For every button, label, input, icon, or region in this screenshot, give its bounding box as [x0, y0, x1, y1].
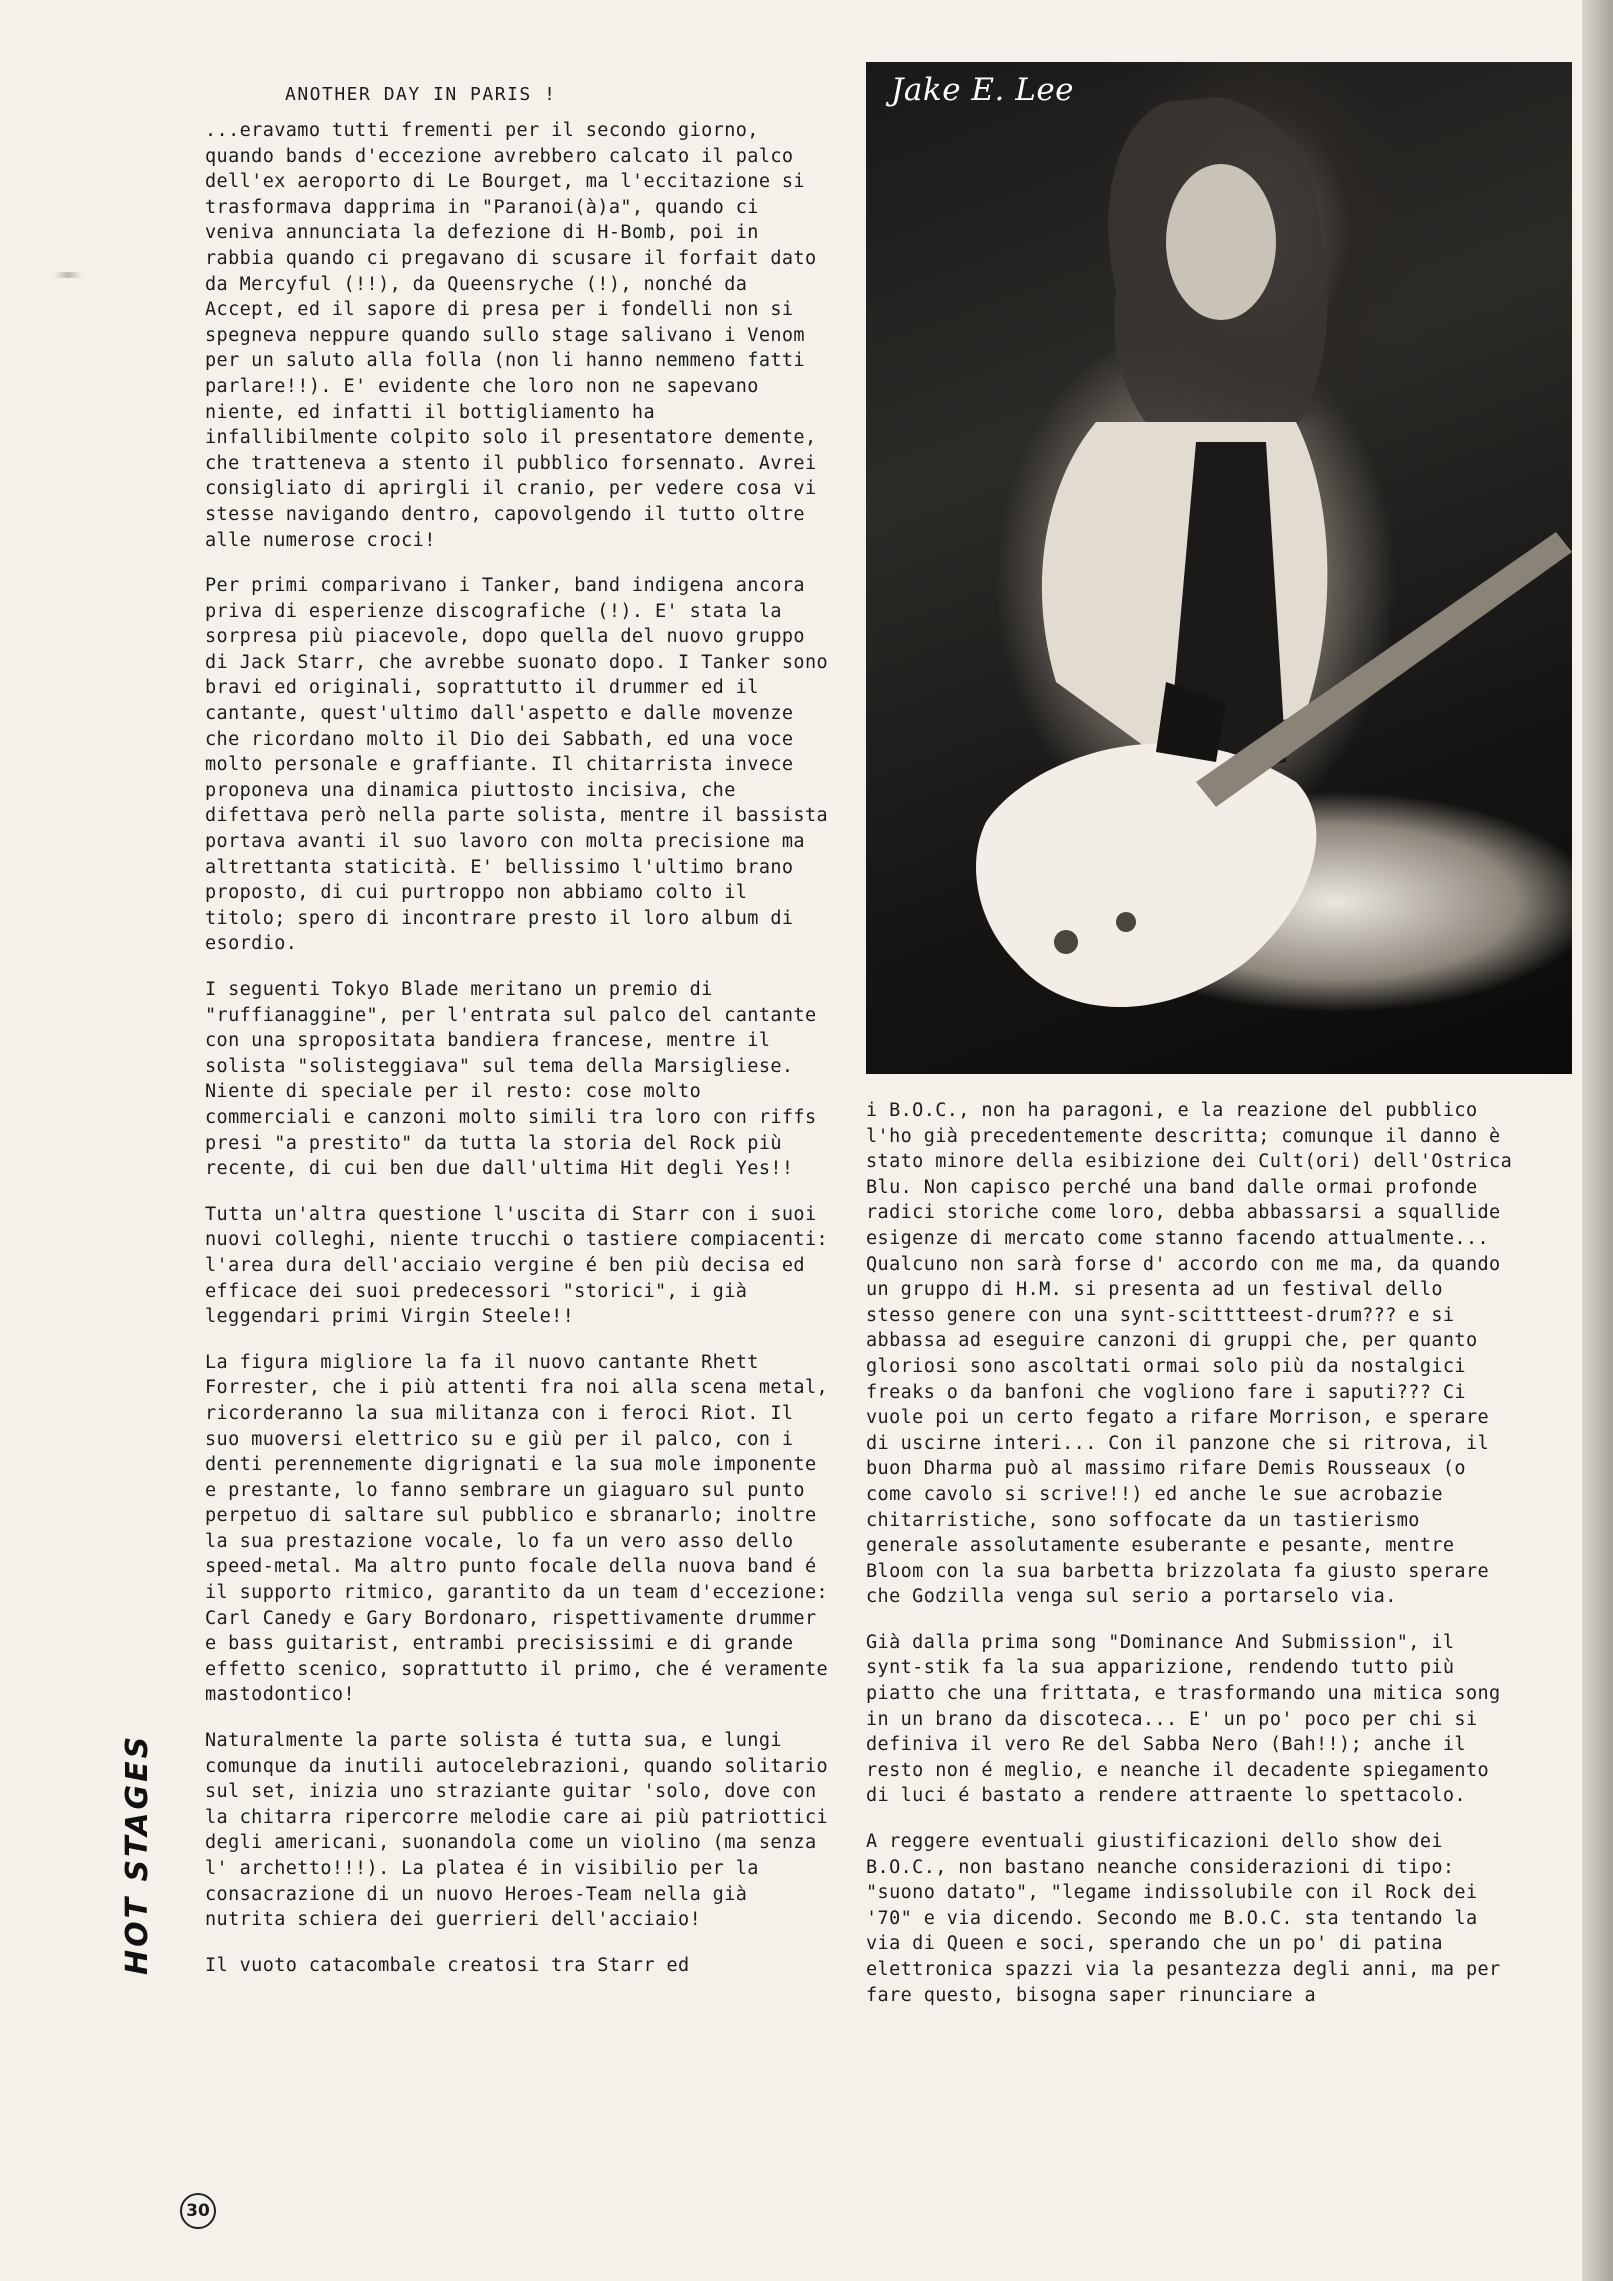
paragraph: ...eravamo tutti frementi per il secondo giorno, quando bands d'eccezione avrebbero calcato il palco dell'ex aeroporto di Le Bourget, ma l'eccitazione si trasformava dapprima in "Paranoi(à)a", quando ci veniva annunciata la defezione di H-Bomb, poi in rabbia quando ci pregavano di scusare il forfait dato da Mercyful (!!), da Queensryche (!), nonché da Accept, ed il sapore di presa per i fondelli non si spegneva neppure quando sullo stage salivano i Venom per un saluto alla folla (non li hanno nemmeno fatti parlare!!). E' evidente che loro non ne sapevano niente, ed infatti il bottigliamento ha infallibilmente colpito solo il presentatore demente, che tratteneva a stento il pubblico forsennato. Avrei consigliato di aprirgli il cranio, per vedere cosa vi stesse navigando dentro, capovolgendo il tutto oltre alle numerose croci!	[205, 120, 817, 551]
paragraph: I seguenti Tokyo Blade meritano un premio di "ruffianaggine", per l'entrata sul palco del cantante con una spropositata bandiera francese, mentre il solista "solisteggiava" sul tema della Marsigliese. Niente di speciale per il resto: cose molto commerciali e canzoni molto simili tra loro con riffs presi "a prestito" da tutta la storia del Rock più recente, di cui ben due dall'ultima Hit degli Yes!!	[205, 979, 817, 1180]
photo-caption: Jake E. Lee	[891, 72, 1075, 108]
paragraph: i B.O.C., non ha paragoni, e la reazione del pubblico l'ho già precedentemente descritta; comunque il danno è stato minore della esibizione dei Cult(ori) dell'Ostrica Blu. Non capisco perché una band dalle ormai profonde radici storiche come loro, debba abbassarsi a squallide esigenze di mercato come stanno facendo attualmente... Qualcuno non sarà forse d' accordo con me ma, da quando un gruppo di H.M. si presenta ad un festival dello stesso genere con una synt-scitttteest-drum??? e si abbassa ad eseguire canzoni di gruppi che, per quanto gloriosi sono ascoltati ormai solo più da nostalgici freaks o da banfoni che vogliono fare i saputi??? Ci vuole poi un certo fegato a rifare Morrison, e sperare di uscirne interi... Con il panzone che si ritrova, il buon Dharma può al massimo rifare Demis Rousseaux (o come cavolo si scrive!!) ed anche le sue acrobazie chitarristiche, sono soffocate da un tastierismo generale assolutamente esuberante e pesante, mentre Bloom con la sua barbetta brizzolata fa giusto sperare che Godzilla venga sul serio a portarselo via.	[866, 1100, 1513, 1608]
guitarist-silhouette	[866, 62, 1572, 1074]
paragraph: Tutta un'altra questione l'uscita di Starr con i suoi nuovi colleghi, niente trucchi o tastiere compiacenti: l'area dura dell'acciaio vergine é ben più decisa ed efficace dei suoi predecessori "storici", i già leggendari primi Virgin Steele!!	[205, 1203, 829, 1328]
paragraph: La figura migliore la fa il nuovo cantante Rhett Forrester, che i più attenti fra noi alla scena metal, ricorderanno la sua militanza con i feroci Riot. Il suo muoversi elettrico su e giù per il palco, con i denti perennemente digrignati e la sua mole imponente e prestante, lo fanno sembrare un giaguaro sul punto perpetuo di saltare sul pubblico e sbranarlo; inoltre la sua prestazione vocale, lo fa un vero asso dello speed-metal. Ma altro punto focale della nuova band é il supporto ritmico, garantito da un team d'eccezione: Carl Canedy e Gary Bordonaro, rispettivamente drummer e bass guitarist, entrambi precisissimi e di grande effetto scenico, soprattutto il primo, che é veramente mastodontico!	[205, 1351, 829, 1706]
left-column	[205, 118, 835, 1998]
right-column	[866, 1098, 1516, 2028]
paragraph: Per primi comparivano i Tanker, band indigena ancora priva di esperienze discografiche (!). E' stata la sorpresa più piacevole, dopo quella del nuovo gruppo di Jack Starr, che avrebbe suonato dopo. I Tanker sono bravi ed originali, soprattutto il drummer ed il cantante, quest'ultimo dall'aspetto e dalle movenze che ricordano molto il Dio dei Sabbath, ed una voce molto personale e graffiante. Il chitarrista invece proponeva una dinamica piuttosto incisiva, che difettava però nella parte solista, mentre il bassista portava avanti il suo lavoro con molta precisione ma altrettanta staticità. E' bellissimo l'ultimo brano proposto, di cui purtroppo non abbiamo colto il titolo; spero di incontrare presto il loro album di esordio.	[205, 575, 829, 955]
page-number: 30	[180, 2193, 216, 2229]
paragraph: A reggere eventuali giustificazioni dello show dei B.O.C., non bastano neanche considerazioni di tipo: "suono datato", "legame indissolubile con il Rock dei '70" e via dicendo. Secondo me B.O.C. sta tentando la via di Queen e soci, sperando che un po' di patina elettronica spazzi via la pesantezza degli anni, ma per fare questo, bisogna saper rinunciare a	[866, 1831, 1501, 2006]
paper-speck	[48, 272, 88, 278]
concert-photo	[866, 62, 1572, 1074]
paragraph: Il vuoto catacombale creatosi tra Starr ed	[205, 1954, 690, 1976]
article-headline: ANOTHER DAY IN PARIS !	[285, 84, 557, 105]
paragraph: Naturalmente la parte solista é tutta sua, e lungi comunque da inutili autocelebrazioni, quando solitario sul set, inizia uno straziante guitar 'solo, dove con la chitarra ripercorre melodie care ai più patriottici degli americani, suonandola come un violino (ma senza l' archetto!!!). La platea é in visibilio per la consacrazione di un nuovo Heroes-Team nella già nutrita schiera dei guerrieri dell'acciaio!	[205, 1730, 829, 1931]
paragraph: Già dalla prima song "Dominance And Submission", il synt-stik fa la sua apparizione, rendendo tutto più piatto che una frittata, e trasformando una mitica song in un brano da discoteca... E' un po' poco per chi si definiva il vero Re del Sabba Nero (Bah!!); anche il resto non é meglio, e neanche il decadente spiegamento di luci é bastato a rendere attraente lo spettacolo.	[866, 1631, 1501, 1807]
page-edge-shadow	[1582, 0, 1613, 2281]
section-tag: HOT STAGES	[120, 1733, 155, 1975]
